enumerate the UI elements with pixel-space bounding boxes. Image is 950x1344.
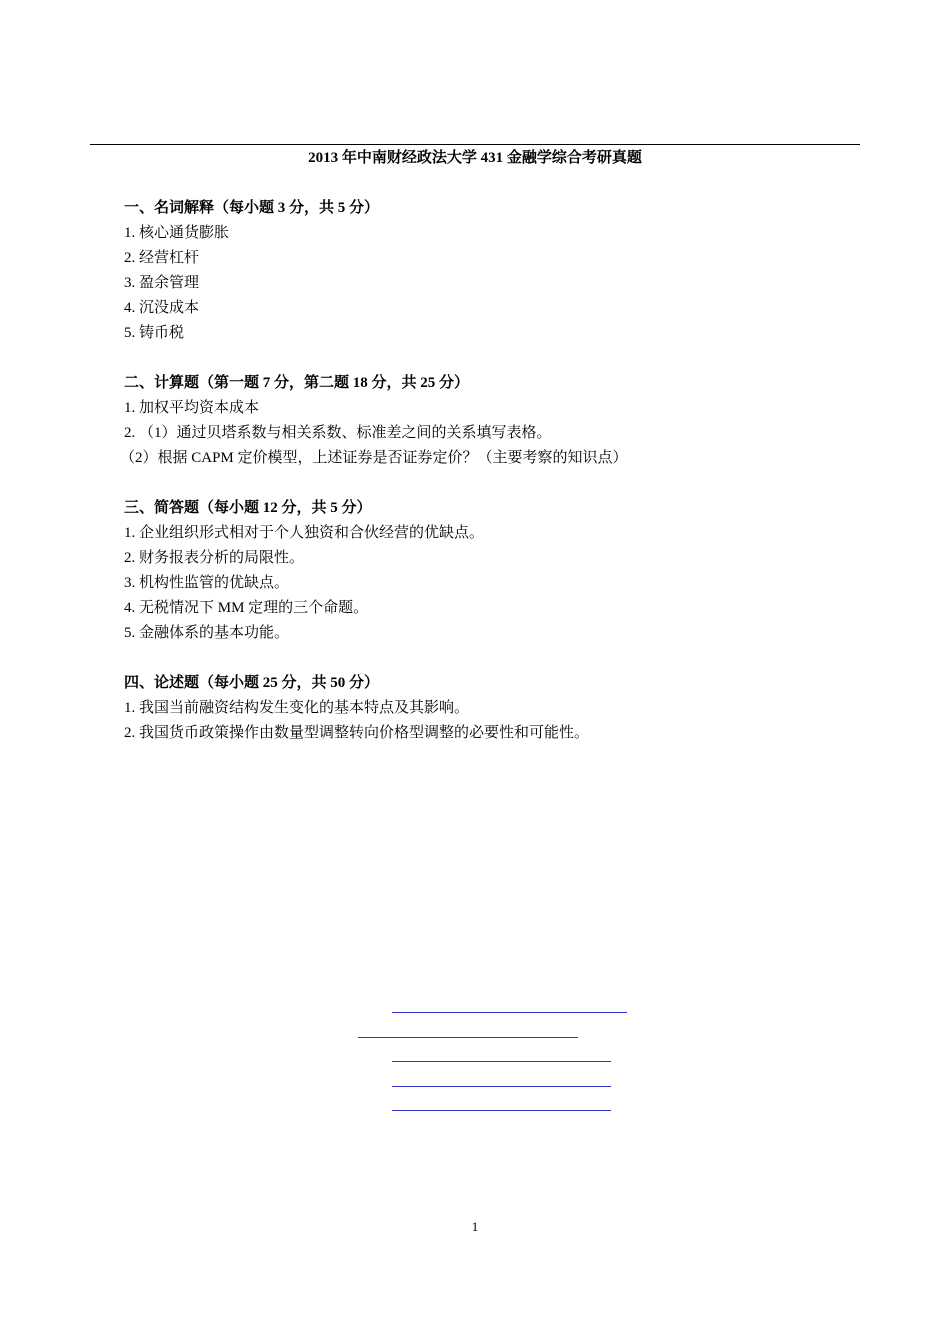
question-item: 3. 盈余管理 <box>124 275 200 291</box>
page-number: 1 <box>471 1219 479 1234</box>
header-rule <box>90 144 860 145</box>
hyperlink-underline[interactable] <box>392 1061 611 1062</box>
section-short-answer <box>124 496 844 646</box>
question-item: 2. 财务报表分析的局限性。 <box>124 550 305 566</box>
question-item: 1. 企业组织形式相对于个人独资和合伙经营的优缺点。 <box>124 525 485 541</box>
section-definitions <box>124 196 844 346</box>
question-item: 1. 我国当前融资结构发生变化的基本特点及其影响。 <box>124 700 470 716</box>
section-heading: 二、计算题（第一题 7 分，第二题 18 分，共 25 分） <box>124 375 470 391</box>
document-body <box>120 196 844 771</box>
hyperlink-underline[interactable] <box>392 1012 627 1013</box>
section-heading: 三、简答题（每小题 12 分，共 5 分） <box>124 500 372 516</box>
question-item: 4. 沉没成本 <box>124 300 200 316</box>
section-calculations <box>120 371 844 471</box>
question-item: 2. （1）通过贝塔系数与相关系数、标准差之间的关系填写表格。 <box>124 425 552 441</box>
document-title: 2013 年中南财经政法大学 431 金融学综合考研真题 <box>308 150 642 166</box>
question-item: 1. 核心通货膨胀 <box>124 225 230 241</box>
section-heading: 四、论述题（每小题 25 分，共 50 分） <box>124 675 380 691</box>
question-item: 2. 经营杠杆 <box>124 250 200 266</box>
question-item: 4. 无税情况下 MM 定理的三个命题。 <box>124 600 369 616</box>
hyperlink-underline[interactable] <box>358 1037 578 1038</box>
hyperlink-underline[interactable] <box>392 1110 611 1111</box>
question-item: 2. 我国货币政策操作由数量型调整转向价格型调整的必要性和可能性。 <box>124 725 590 741</box>
section-essays <box>124 671 844 746</box>
question-subitem: （2）根据 CAPM 定价模型，上述证券是否证券定价？（主要考察的知识点） <box>120 450 628 466</box>
hyperlink-underline[interactable] <box>392 1086 611 1087</box>
section-heading: 一、名词解释（每小题 3 分，共 5 分） <box>124 200 380 216</box>
question-item: 5. 金融体系的基本功能。 <box>124 625 290 641</box>
question-item: 1. 加权平均资本成本 <box>124 400 260 416</box>
question-item: 5. 铸币税 <box>124 325 185 341</box>
question-item: 3. 机构性监管的优缺点。 <box>124 575 290 591</box>
